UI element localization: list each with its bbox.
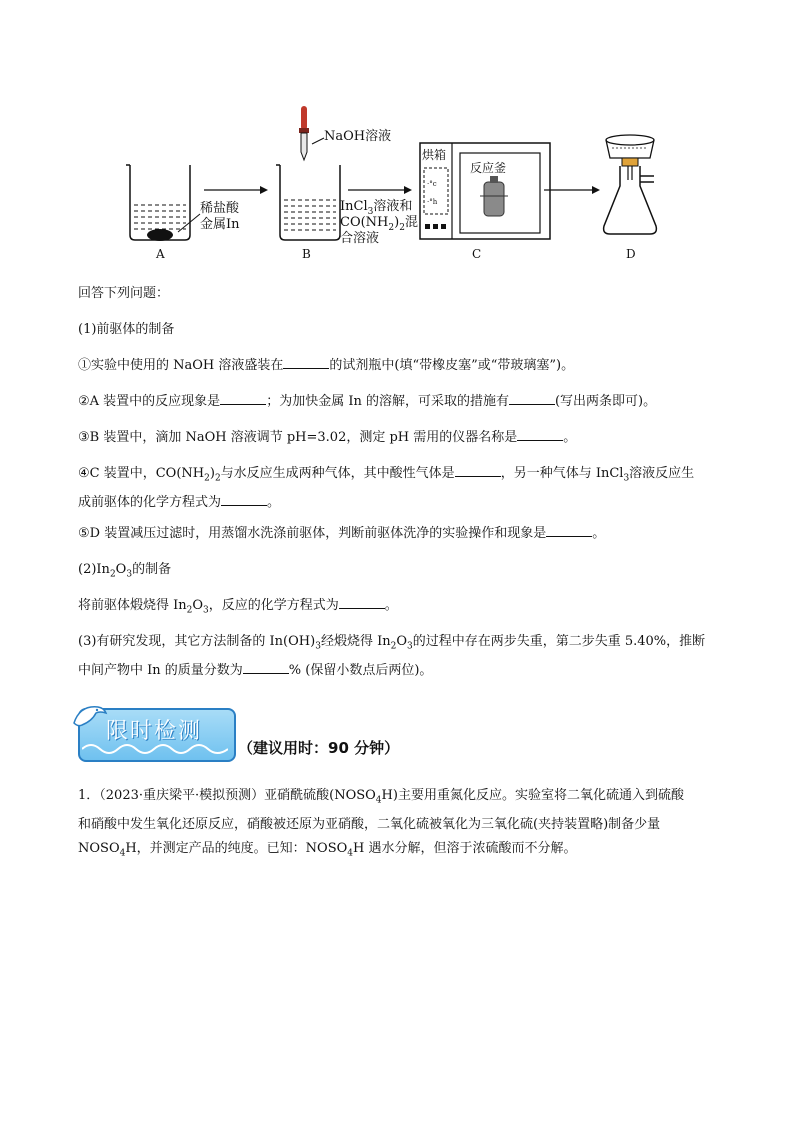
answer-blank[interactable] — [517, 428, 563, 441]
question-1-2: ②A 装置中的反应现象是 ；为加快金属 In 的溶解，可采取的措施有 (写出两条即可)。 — [78, 394, 657, 409]
beaker-b — [276, 165, 340, 240]
label-reactor: 反应釜 — [470, 161, 507, 175]
answer-blank[interactable] — [283, 356, 329, 369]
arrow-b-c — [348, 186, 412, 194]
label-mix-line3: 合溶液 — [340, 231, 380, 246]
answer-blank[interactable] — [243, 661, 289, 674]
svg-text:·°c: ·°c — [427, 180, 437, 188]
label-acid: 稀盐酸 — [200, 201, 240, 216]
label-a: A — [156, 247, 165, 261]
banner-suggested-time: （建议用时：90 分钟） — [238, 739, 400, 757]
answer-blank[interactable] — [220, 392, 266, 405]
label-naoh: NaOH溶液 — [324, 129, 392, 144]
answer-blank[interactable] — [509, 392, 555, 405]
dolphin-icon — [70, 699, 110, 733]
arrow-a-b — [204, 186, 268, 194]
label-b: B — [302, 247, 311, 261]
banner-title: 限时检测 — [106, 719, 203, 744]
answer-blank[interactable] — [339, 596, 385, 609]
question-1-5: ⑤D 装置减压过滤时，用蒸馏水洗涤前驱体，判断前驱体洗净的实验操作和现象是 。 — [78, 526, 606, 541]
answer-blank[interactable] — [546, 524, 592, 537]
answer-blank[interactable] — [455, 464, 501, 477]
label-d: D — [626, 247, 636, 261]
arrow-c-d — [544, 186, 600, 194]
question-1-1: ①实验中使用的 NaOH 溶液盛装在 的试剂瓶中(填“带橡皮塞”或“带玻璃塞”)。 — [78, 358, 575, 373]
question-2: 将前驱体煅烧得 $In_2O_3$，反应的化学方程式为 。 — [78, 598, 398, 616]
time-limit-banner — [78, 705, 438, 760]
svg-text:·°h: ·°h — [427, 198, 438, 206]
label-mix-line2: $CO(NH_2)_2$混 — [340, 215, 418, 233]
intro-line: 回答下列问题： — [78, 286, 170, 301]
question-1-3: ③B 装置中，滴加 NaOH 溶液调节 pH=3.02，测定 pH 需用的仪器名称是 。 — [78, 430, 577, 445]
label-mix-line1: InCl$_3$溶液和 — [340, 199, 413, 217]
label-oven: 烘箱 — [422, 148, 447, 162]
question-new-1: 1．（2023·重庆梁平·模拟预测）亚硝酰硫酸$(NOSO_4H)$主要用重氮化反应。实验室将二氧化硫通入到硫酸 和硝酸中发生氧化还原反应，硝酸被还原为亚硝酸，二氧化硫被氧化为三氧化硫(夹持装置略)制备少量 $NOSO_4H$，并测定产品的纯度。已知：$NOSO_4H$ 遇水分解，但溶于浓硫酸而不分解。 — [78, 788, 684, 859]
answer-blank[interactable] — [221, 493, 267, 506]
apparatus-figure — [100, 100, 710, 270]
filter-flask-d — [604, 135, 657, 234]
dropper — [299, 106, 309, 160]
question-3: (3)有研究发现，其它方法制备的 $In(OH)_3$经煅烧得 $In_2O_3$的过程中存在两步失重，第二步失重 5.40%，推断 中间产物中 In 的质量分数为 % (保留小数点后两位)。 — [78, 634, 706, 678]
question-1-4: ④C 装置中，$CO(NH_2)_2$与水反应生成两种气体，其中酸性气体是 ，另一种气体与 InCl$_3$溶液反应生 成前驱体的化学方程式为 。 — [78, 466, 695, 510]
label-c: C — [472, 247, 482, 261]
label-metal: 金属In — [200, 217, 240, 232]
section-2-heading: $(2)In_2O_3$的制备 — [78, 562, 172, 580]
section-1-heading: (1)前驱体的制备 — [78, 322, 175, 337]
